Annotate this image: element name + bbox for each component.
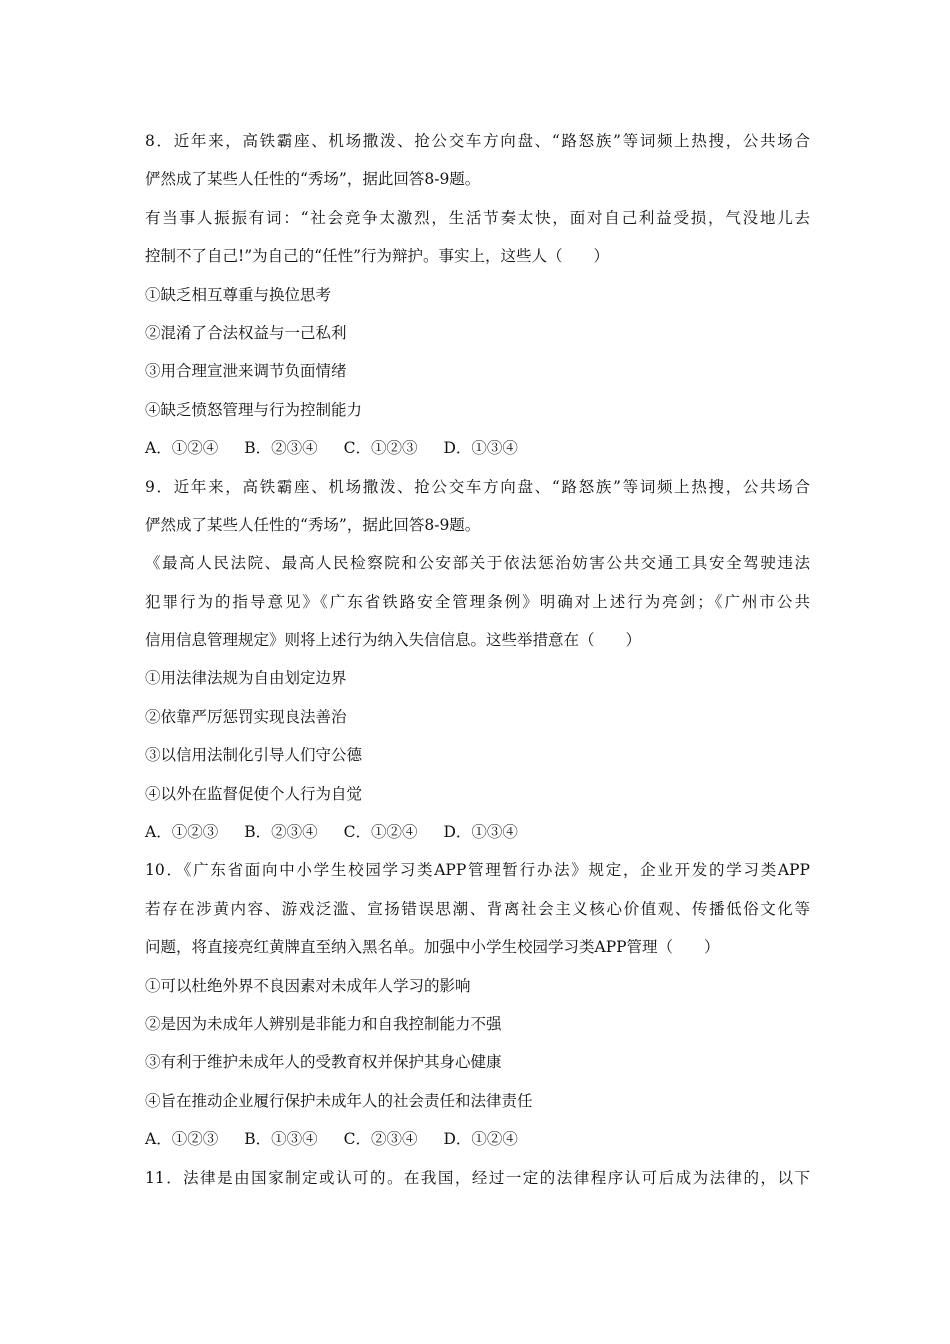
q8-options [145,429,810,467]
q9-item-3: ③以信用法制化引导人们守公德 [145,746,363,765]
q10-option-a: A．①②③ [145,1130,219,1149]
q9-stem-line-1: 9．近年来，高铁霸座、机场撒泼、抢公交车方向盘、“路怒族”等词频上热搜，公共场合 [145,477,810,496]
q10-item-3: ③有利于维护未成年人的受教育权并保护其身心健康 [145,1053,502,1072]
q9-option-d: D．①③④ [443,823,518,842]
q10-stem-line-3: 问题，将直接亮红黄牌直至纳入黑名单。加强中小学生校园学习类APP管理（ ） [145,938,720,957]
q10-stem-line-2: 若存在涉黄内容、游戏泛滥、宣扬错误思潮、背离社会主义核心价值观、传播低俗文化等 [145,899,810,918]
q8-item-2: ②混淆了合法权益与一己私利 [145,323,347,342]
q9-stem-line-2: 俨然成了某些人任性的“秀场”，据此回答8-9题。 [145,515,481,534]
q8-option-c: C．①②③ [343,439,418,458]
q10-options [145,1120,810,1158]
q9-material-line-2: 犯罪行为的指导意见》《广东省铁路安全管理条例》明确对上述行为亮剑；《广州市公共 [145,592,810,611]
q8-stem-line-1: 8．近年来，高铁霸座、机场撒泼、抢公交车方向盘、“路怒族”等词频上热搜，公共场合 [145,132,810,150]
q8-option-a: A．①②④ [145,439,219,458]
q8-option-d: D．①③④ [443,439,518,458]
q9-item-4: ④以外在监督促使个人行为自觉 [145,784,363,803]
q9-item-1: ①用法律法规为自由划定边界 [145,669,347,688]
q8-material-line-2: 控制不了自己!”为自己的“任性”行为辩护。事实上，这些人（ ） [145,247,610,266]
q10-option-d: D．①②④ [443,1130,518,1149]
q8-item-3: ③用合理宣泄来调节负面情绪 [145,362,347,381]
q10-option-c: C．②③④ [343,1130,418,1149]
q10-item-1: ①可以杜绝外界不良因素对未成年人学习的影响 [145,976,471,995]
q8-option-b: B．②③④ [244,439,318,458]
q11-stem-line-1: 11．法律是由国家制定或认可的。在我国，经过一定的法律程序认可后成为法律的，以下 [145,1168,810,1187]
q8-material-line-1: 有当事人振振有词：“社会竞争太激烈，生活节奏太快，面对自己利益受损，气没地儿去 [145,208,810,227]
q9-material-line-1: 《最高人民法院、最高人民检察院和公安部关于依法惩治妨害公共交通工具安全驾驶违法 [145,554,810,573]
document-page [145,122,810,1197]
q9-option-a: A．①②③ [145,823,219,842]
q9-options [145,813,810,851]
q8-item-4: ④缺乏愤怒管理与行为控制能力 [145,400,363,419]
q10-item-4: ④旨在推动企业履行保护未成年人的社会责任和法律责任 [145,1091,533,1110]
q9-option-b: B．②③④ [244,823,318,842]
q10-item-2: ②是因为未成年人辨别是非能力和自我控制能力不强 [145,1014,502,1033]
q8-item-1: ①缺乏相互尊重与换位思考 [145,285,332,304]
q8-stem-line-2: 俨然成了某些人任性的“秀场”，据此回答8-9题。 [145,170,481,189]
q10-stem-line-1: 10．《广东省面向中小学生校园学习类APP管理暂行办法》规定，企业开发的学习类APP [145,861,810,880]
q9-item-2: ②依靠严厉惩罚实现良法善治 [145,707,347,726]
q9-material-line-3: 信用信息管理规定》则将上述行为纳入失信信息。这些举措意在（ ） [145,631,642,650]
q9-option-c: C．①②④ [343,823,418,842]
q10-option-b: B．①③④ [244,1130,318,1149]
